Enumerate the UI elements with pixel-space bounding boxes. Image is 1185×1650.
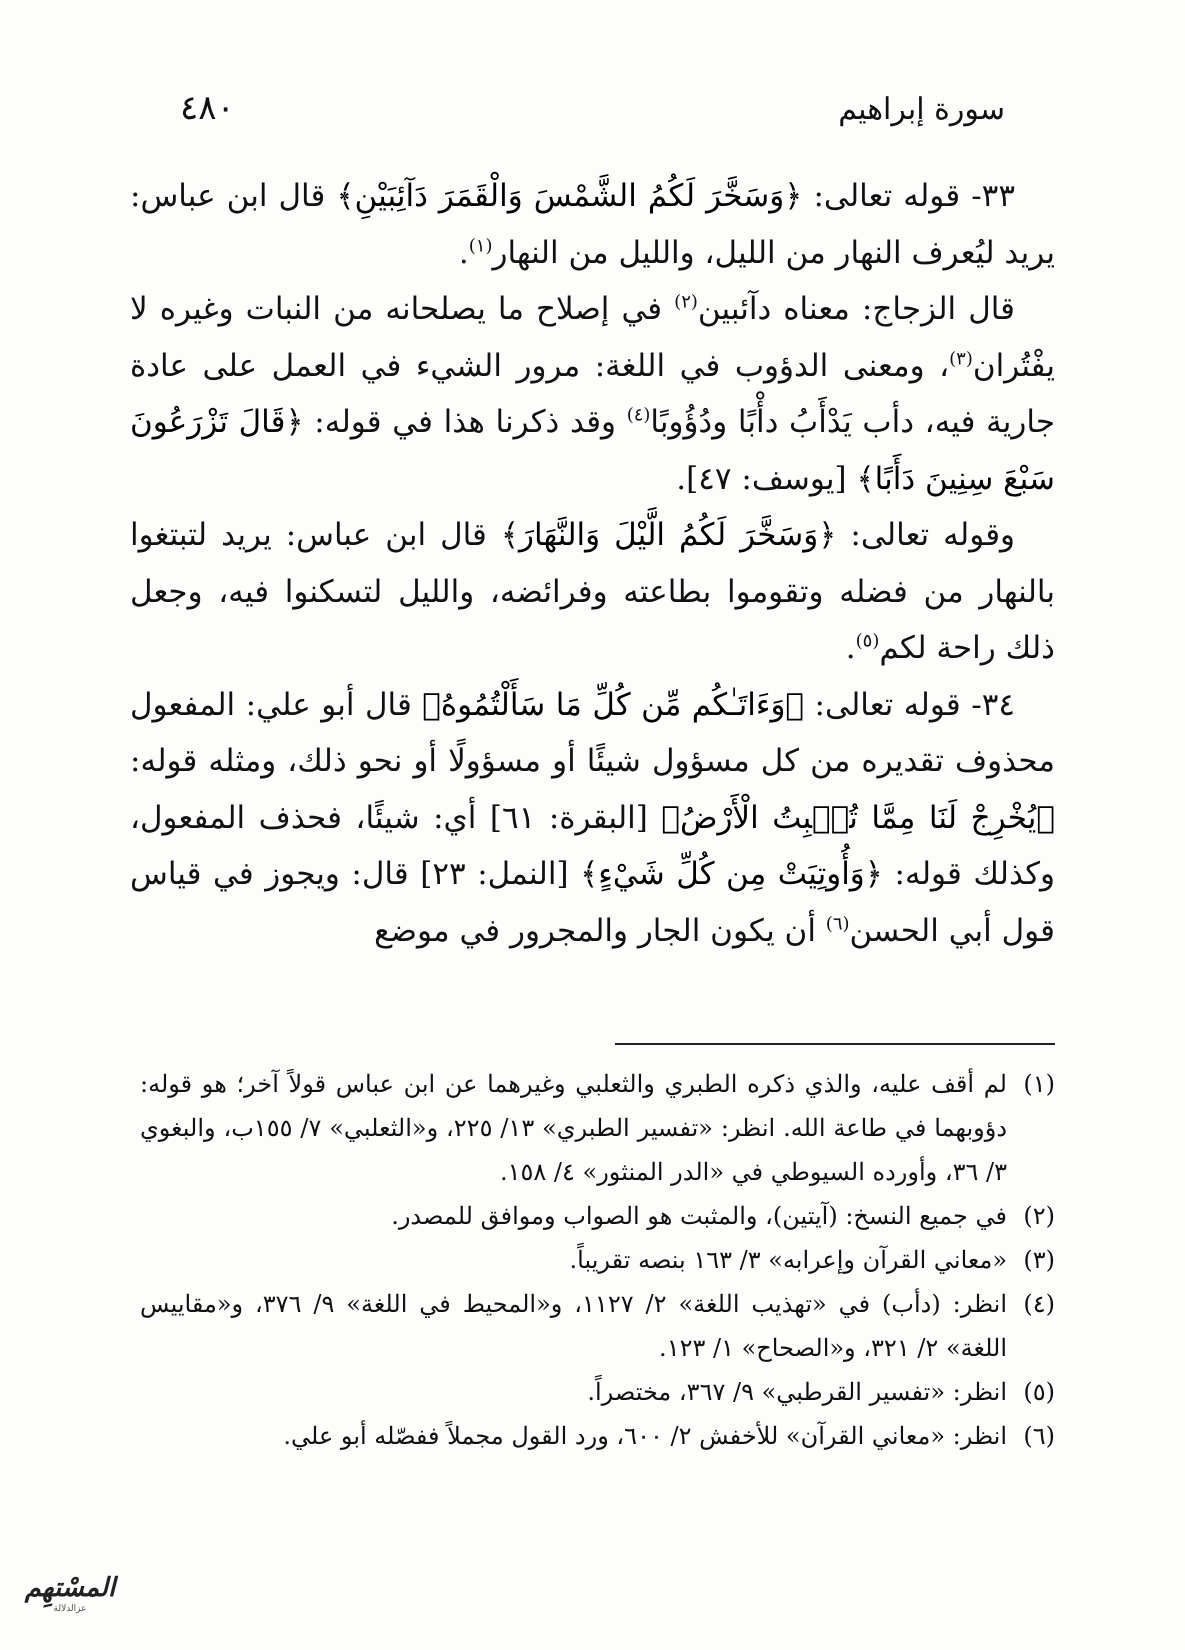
footnote-text: في جميع النسخ: (آيتين)، والمثبت هو الصواب وموافق للمصدر. [391, 1202, 1007, 1230]
main-text [130, 168, 1055, 959]
footnote-item [140, 1238, 1055, 1282]
page-number: ٤٨٠ [180, 88, 235, 128]
footnote-divider [615, 1043, 1055, 1045]
footnote-text: «معاني القرآن وإعرابه» ٣/ ١٦٣ بنصه تقريباً. [569, 1246, 1007, 1274]
paragraph-text: ، ومعنى الدؤوب في اللغة: مرور الشيء في العمل على عادة جارية فيه، دأب يَدْأَبُ دأْبًا ودُؤُوبًا [130, 347, 1055, 440]
stamp-sub-text: عزالدلالة [53, 1604, 87, 1614]
footnote-number: (٥) [1023, 1378, 1055, 1406]
footnote-number: (١) [1023, 1070, 1055, 1098]
paragraph-text: [النمل: ٢٣] قال: ويجوز في قياس قول أبي الحسن [130, 856, 1055, 949]
quran-verse: ﴿وَسَخَّرَ لَكُمُ الَّيْلَ وَالنَّهَارَ﴾ [500, 517, 837, 553]
stamp-main-text: المسْتهِم [24, 1573, 116, 1603]
footnote-text: انظر: «معاني القرآن» للأخفش ٢/ ٦٠٠، ورد القول مجملاً ففصّله أبو علي. [283, 1422, 1007, 1450]
footnote-item [140, 1194, 1055, 1238]
quran-verse: ﴿يُخْرِجْ لَنَا مِمَّا تُنۢبِتُ الْأَرْضُ﴾ [661, 799, 1056, 836]
footnote-ref[interactable]: (٥) [855, 630, 880, 652]
quran-verse: ﴿وَأُوتِيَتْ مِن كُلِّ شَيْءٍ﴾ [580, 856, 883, 892]
footnote-number: (٦) [1023, 1422, 1055, 1450]
footnote-ref[interactable]: (٤) [626, 404, 651, 426]
paragraph-text: قال ابن عباس: يريد لتبتغوا بالنهار من فضله وتقوموا بطاعته وفرائضه، والليل لتسكنوا فيه، وجعل ذلك راحة لكم [130, 517, 1055, 666]
paragraph-text: وقوله تعالى: [836, 517, 1016, 553]
footnote-item [140, 1062, 1055, 1194]
paragraph-text: أن يكون الجار والمجرور في موضع [374, 912, 826, 949]
paragraph-text: قال الزجاج: معناه دآئبين [697, 291, 1015, 327]
footnote-item [140, 1370, 1055, 1414]
footnote-ref[interactable]: (٢) [674, 291, 698, 313]
verse-number-lead: ٣٣- قوله تعالى: [802, 178, 1015, 214]
paragraph-text: [يوسف: ٤٧]. [676, 460, 857, 497]
quran-verse: ﴿قَالَ تَزْرَعُونَ سَبْعَ سِنِينَ دَأَبًا﴾ [130, 404, 1055, 497]
footnote-text: لم أقف عليه، والذي ذكره الطبري والثعلبي وغيرهما عن ابن عباس قولاً آخر؛ هو قوله: دؤوبهما في طاعة الله. انظر: «تفسير الطبري» ١٣/ ٢٢٥، و«الثعلبي» ٧/ ١٥٥ب، والبغوي ٣/ ٣٦، وأورده السيوطي في «الدر المنثور» ٤/ ١٥٨. [140, 1070, 1008, 1186]
page-header [180, 88, 1005, 128]
paragraph-34 [130, 677, 1055, 960]
paragraph-end: . [845, 630, 856, 666]
footnote-item [140, 1282, 1055, 1370]
footnote-text: انظر: (دأب) في «تهذيب اللغة» ٢/ ١١٢٧، و«المحيط في اللغة» ٩/ ٣٧٦، و«مقاييس اللغة» ٢/ ٣٢١، و«الصحاح» ١/ ١٢٣. [140, 1290, 1008, 1362]
footnote-ref[interactable]: (٣) [949, 348, 973, 370]
paragraph-text: وقد ذكرنا هذا في قوله: [303, 404, 627, 440]
footnote-number: (٢) [1023, 1202, 1055, 1230]
paragraph-33 [130, 168, 1055, 281]
paragraph-zajjaj [130, 281, 1055, 507]
library-stamp-logo [10, 1562, 130, 1626]
footnote-item [140, 1414, 1055, 1458]
paragraph-text: [البقرة: ٦١] أي: شيئًا، فحذف المفعول، وكذلك قوله: [130, 799, 1055, 892]
paragraph-text: في إصلاح ما يصلحانه من النبات وغيره لا يفْتُران [130, 291, 1055, 384]
footnote-ref[interactable]: (١) [468, 235, 493, 257]
quran-verse: ﴿وَسَخَّرَ لَكُمُ الشَّمْسَ وَالْقَمَرَ دَآئِبَيْنِ﴾ [336, 178, 803, 214]
footnote-text: انظر: «تفسير القرطبي» ٩/ ٣٦٧، مختصراً. [587, 1378, 1007, 1406]
quran-verse: ﴿وَءَاتَـٰكُم مِّن كُلِّ مَا سَأَلْتُمُوهُ﴾ [422, 686, 805, 723]
paragraph-text: قال أبو علي: المفعول محذوف تقديره من كل مسؤول شيئًا أو مسؤولًا أو نحو ذلك، ومثله قوله: [130, 686, 1055, 779]
surah-title: سورة إبراهيم [838, 92, 1005, 127]
footnote-number: (٣) [1023, 1246, 1055, 1274]
verse-number-lead: ٣٤- قوله تعالى: [804, 686, 1015, 723]
footnote-ref[interactable]: (٦) [825, 913, 850, 935]
footnote-number: (٤) [1023, 1290, 1055, 1318]
footnotes [140, 1062, 1055, 1458]
paragraph-text: قال ابن عباس: يريد ليُعرف النهار من الليل، والليل من النهار [130, 178, 1055, 271]
paragraph-night-day [130, 507, 1055, 677]
paragraph-end: . [458, 234, 469, 271]
